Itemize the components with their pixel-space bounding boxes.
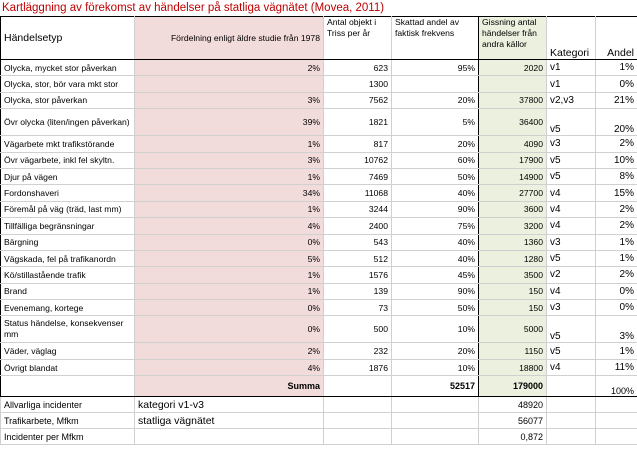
footer-label: Trafikarbete, Mfkm [1, 413, 135, 429]
header-kategori: Kategori [547, 17, 596, 60]
row-skattad: 50% [392, 168, 479, 184]
row-skattad: 50% [392, 300, 479, 316]
row-handelsetyp: Kö/stillastående trafik [1, 267, 135, 283]
table-row [1, 343, 637, 359]
row-fordelning: 4% [135, 218, 324, 234]
summa-empty-1 [1, 376, 135, 397]
footer-empty-2 [392, 413, 479, 429]
summa-antal: 52517 [392, 376, 479, 397]
row-fordelning: 2% [135, 60, 324, 76]
row-fordelning: 4% [135, 359, 324, 375]
row-antal: 623 [324, 60, 392, 76]
row-fordelning: 1% [135, 283, 324, 299]
row-kategori: v3 [547, 234, 596, 250]
row-handelsetyp: Olycka, mycket stor påverkan [1, 60, 135, 76]
row-kategori: v2 [547, 267, 596, 283]
summa-label: Summa [135, 376, 324, 397]
row-antal: 73 [324, 300, 392, 316]
row-gissning: 1150 [479, 343, 547, 359]
row-andel: 0% [596, 300, 637, 316]
row-gissning: 37800 [479, 92, 547, 108]
header-gissning: Gissning antal händelser från andra källor [479, 17, 547, 60]
footer-empty-3 [547, 429, 596, 445]
footer-empty-2 [392, 429, 479, 445]
header-skattad: Skattad andel av faktisk frekvens [392, 17, 479, 60]
row-fordelning: 34% [135, 185, 324, 201]
row-handelsetyp: Brand [1, 283, 135, 299]
row-kategori: v4 [547, 218, 596, 234]
row-antal: 817 [324, 136, 392, 152]
row-andel: 2% [596, 136, 637, 152]
row-fordelning [135, 76, 324, 92]
table-row [1, 152, 637, 168]
row-kategori: v2,v3 [547, 92, 596, 108]
row-kategori: v3 [547, 300, 596, 316]
row-handelsetyp: Djur på vägen [1, 168, 135, 184]
row-gissning: 150 [479, 283, 547, 299]
footer-label: Allvarliga incidenter [1, 397, 135, 413]
row-gissning: 17900 [479, 152, 547, 168]
row-handelsetyp: Föremål på väg (träd, last mm) [1, 201, 135, 217]
row-antal: 1821 [324, 109, 392, 136]
row-andel: 11% [596, 359, 637, 375]
row-andel: 2% [596, 218, 637, 234]
row-andel: 0% [596, 76, 637, 92]
row-antal: 1576 [324, 267, 392, 283]
row-handelsetyp: Olycka, stor, bör vara mkt stor [1, 76, 135, 92]
table-row [1, 283, 637, 299]
header-andel: Andel [596, 17, 637, 60]
row-handelsetyp: Vägarbete mkt trafikstörande [1, 136, 135, 152]
row-gissning: 1280 [479, 250, 547, 266]
row-andel: 8% [596, 168, 637, 184]
footer-note: statliga vägnätet [135, 413, 324, 429]
footer-empty-2 [392, 397, 479, 413]
row-skattad: 90% [392, 201, 479, 217]
footer-label: Incidenter per Mfkm [1, 429, 135, 445]
table-row [1, 218, 637, 234]
row-antal: 232 [324, 343, 392, 359]
table-row [1, 234, 637, 250]
row-skattad: 20% [392, 92, 479, 108]
row-kategori: v4 [547, 201, 596, 217]
row-fordelning: 1% [135, 267, 324, 283]
footer-empty-3 [547, 397, 596, 413]
row-andel: 2% [596, 267, 637, 283]
row-gissning: 3200 [479, 218, 547, 234]
row-kategori: v5 [547, 250, 596, 266]
row-andel: 15% [596, 185, 637, 201]
row-gissning: 3600 [479, 201, 547, 217]
footer-row [1, 413, 637, 429]
row-skattad: 5% [392, 109, 479, 136]
table-row [1, 316, 637, 343]
row-handelsetyp: Övr vägarbete, inkl fel skyltn. [1, 152, 135, 168]
row-antal: 11068 [324, 185, 392, 201]
row-antal: 500 [324, 316, 392, 343]
footer-note: kategori v1-v3 [135, 397, 324, 413]
row-gissning: 18800 [479, 359, 547, 375]
footer-empty-1 [324, 397, 392, 413]
row-andel: 2% [596, 201, 637, 217]
row-handelsetyp: Bärgning [1, 234, 135, 250]
table-row [1, 109, 637, 136]
row-handelsetyp: Tillfälliga begränsningar [1, 218, 135, 234]
row-handelsetyp: Fordonshaveri [1, 185, 135, 201]
row-kategori: v5 [547, 152, 596, 168]
row-antal: 2400 [324, 218, 392, 234]
row-andel: 20% [596, 109, 637, 136]
row-gissning [479, 76, 547, 92]
row-antal: 139 [324, 283, 392, 299]
row-antal: 1876 [324, 359, 392, 375]
row-skattad: 90% [392, 283, 479, 299]
row-andel: 1% [596, 250, 637, 266]
row-fordelning: 0% [135, 300, 324, 316]
header-row [1, 17, 637, 60]
table-row [1, 92, 637, 108]
table-row [1, 76, 637, 92]
footer-empty-3 [547, 413, 596, 429]
row-gissning: 1360 [479, 234, 547, 250]
row-fordelning: 0% [135, 316, 324, 343]
row-skattad [392, 76, 479, 92]
row-antal: 1300 [324, 76, 392, 92]
row-skattad: 40% [392, 234, 479, 250]
row-kategori: v4 [547, 185, 596, 201]
row-gissning: 27700 [479, 185, 547, 201]
row-andel: 10% [596, 152, 637, 168]
row-kategori: v1 [547, 76, 596, 92]
footer-empty-4 [596, 413, 637, 429]
row-fordelning: 1% [135, 201, 324, 217]
row-andel: 3% [596, 316, 637, 343]
row-fordelning: 3% [135, 92, 324, 108]
row-handelsetyp: Olycka, stor påverkan [1, 92, 135, 108]
row-antal: 512 [324, 250, 392, 266]
table-row [1, 185, 637, 201]
row-fordelning: 0% [135, 234, 324, 250]
header-fordelning: Fördelning enligt äldre studie från 1978 [135, 17, 324, 60]
row-skattad: 45% [392, 267, 479, 283]
table-row [1, 300, 637, 316]
row-kategori: v5 [547, 316, 596, 343]
row-skattad: 95% [392, 60, 479, 76]
footer-empty-1 [324, 413, 392, 429]
row-antal: 543 [324, 234, 392, 250]
row-antal: 3244 [324, 201, 392, 217]
row-skattad: 20% [392, 136, 479, 152]
row-handelsetyp: Övr olycka (liten/ingen påverkan) [1, 109, 135, 136]
row-fordelning: 39% [135, 109, 324, 136]
incident-table [0, 16, 637, 445]
row-skattad: 40% [392, 185, 479, 201]
row-handelsetyp: Väder, väglag [1, 343, 135, 359]
footer-empty-4 [596, 429, 637, 445]
row-skattad: 20% [392, 343, 479, 359]
row-kategori: v1 [547, 60, 596, 76]
row-andel: 1% [596, 343, 637, 359]
footer-empty-1 [324, 429, 392, 445]
row-handelsetyp: Evenemang, kortege [1, 300, 135, 316]
row-skattad: 10% [392, 316, 479, 343]
row-skattad: 40% [392, 250, 479, 266]
table-row [1, 201, 637, 217]
summa-empty-2 [324, 376, 392, 397]
row-fordelning: 5% [135, 250, 324, 266]
footer-value: 48920 [479, 397, 547, 413]
summa-empty-3 [547, 376, 596, 397]
row-skattad: 75% [392, 218, 479, 234]
row-gissning: 4090 [479, 136, 547, 152]
row-antal: 7469 [324, 168, 392, 184]
footer-row [1, 429, 637, 445]
row-fordelning: 3% [135, 152, 324, 168]
table-row [1, 250, 637, 266]
footer-row [1, 397, 637, 413]
row-handelsetyp: Vägskada, fel på trafikanordn [1, 250, 135, 266]
footer-note [135, 429, 324, 445]
table-row [1, 136, 637, 152]
summa-gissning: 179000 [479, 376, 547, 397]
table-row [1, 359, 637, 375]
row-kategori: v5 [547, 343, 596, 359]
footer-empty-4 [596, 397, 637, 413]
row-handelsetyp: Status händelse, konsekvenser mm [1, 316, 135, 343]
row-andel: 1% [596, 60, 637, 76]
row-gissning: 5000 [479, 316, 547, 343]
footer-value: 56077 [479, 413, 547, 429]
row-fordelning: 1% [135, 136, 324, 152]
row-skattad: 60% [392, 152, 479, 168]
sheet-title: Kartläggning av förekomst av händelser på statliga vägnätet (Movea, 2011) [2, 2, 385, 14]
row-kategori: v5 [547, 109, 596, 136]
row-gissning: 2020 [479, 60, 547, 76]
table-row [1, 267, 637, 283]
table-row [1, 168, 637, 184]
row-andel: 1% [596, 234, 637, 250]
row-handelsetyp: Övrigt blandat [1, 359, 135, 375]
row-gissning: 36400 [479, 109, 547, 136]
row-antal: 7562 [324, 92, 392, 108]
summa-andel: 100% [596, 376, 637, 397]
table-row [1, 60, 637, 76]
row-fordelning: 1% [135, 168, 324, 184]
row-gissning: 150 [479, 300, 547, 316]
row-andel: 0% [596, 283, 637, 299]
footer-value: 0,872 [479, 429, 547, 445]
summa-row [1, 376, 637, 397]
row-kategori: v4 [547, 283, 596, 299]
row-skattad: 10% [392, 359, 479, 375]
row-kategori: v3 [547, 136, 596, 152]
row-andel: 21% [596, 92, 637, 108]
row-kategori: v4 [547, 359, 596, 375]
header-handelsetyp: Händelsetyp [1, 17, 135, 60]
row-antal: 10762 [324, 152, 392, 168]
row-gissning: 14900 [479, 168, 547, 184]
header-antal: Antal objekt i Triss per år [324, 17, 392, 60]
row-kategori: v5 [547, 168, 596, 184]
row-fordelning: 2% [135, 343, 324, 359]
row-gissning: 3500 [479, 267, 547, 283]
